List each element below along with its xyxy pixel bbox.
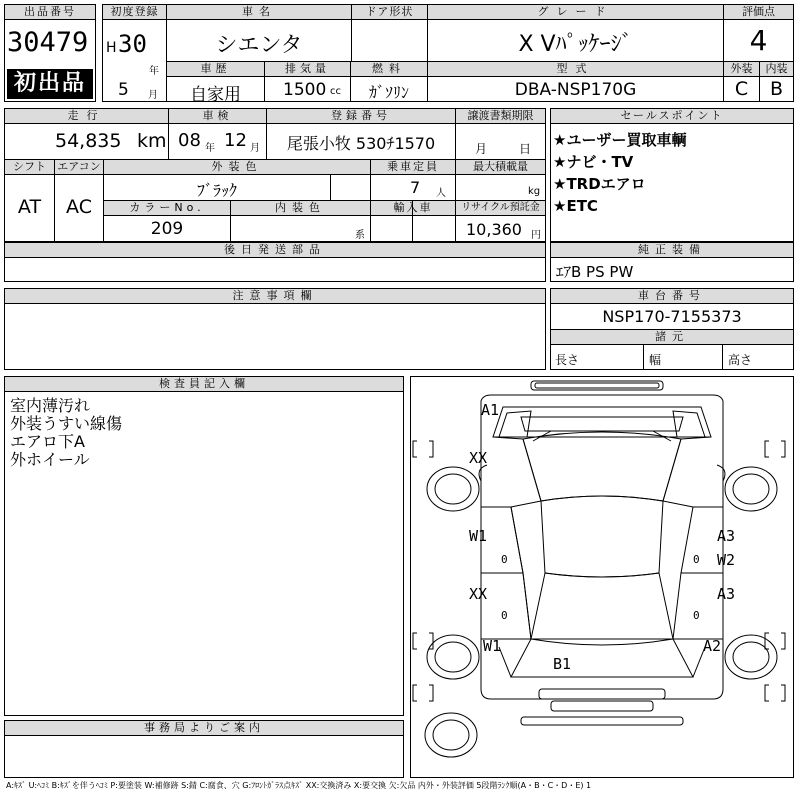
- inspector-note-4: 外ホイール: [10, 450, 90, 469]
- chassis-value: NSP170-7155373: [602, 307, 742, 326]
- recycle-label: リサイクル預託金: [461, 202, 540, 213]
- capacity-value: 7: [410, 178, 421, 197]
- fuel-label: 燃料: [372, 62, 406, 75]
- sales-point-4: ★ETC: [553, 197, 598, 215]
- inspector-box: [4, 376, 404, 716]
- grade-value: X Vﾊﾟｯｹｰｼﾞ: [518, 32, 633, 57]
- damage-right-rear-door: A3: [717, 585, 736, 603]
- zero-right-front: 0: [693, 553, 700, 566]
- aircon-label: エアコン: [57, 160, 101, 173]
- detail-table: [4, 108, 546, 242]
- displacement-value: 1500: [283, 80, 327, 100]
- mileage-value: 54,835: [55, 130, 122, 152]
- legend-text: A:ｷｽﾞ U:ﾍｺﾐ B:ｷｽﾞを伴うﾍｺﾐ P:要塗装 W:補修跡 S:錆 C:腐食、穴 G:ﾌﾛﾝﾄｶﾞﾗｽ点ｷｽﾞ XX:交換済み X:要交換 欠:欠品 内外・外装評価 5段階ﾗﾝｸ順(A・B・C・D・E) 1: [6, 781, 592, 790]
- displacement-label: 排気量: [285, 62, 330, 75]
- exterior-color-value: ﾌﾞﾗｯｸ: [196, 181, 237, 200]
- mileage-label: 走行: [67, 109, 106, 122]
- inspection-year-unit: 年: [205, 143, 215, 154]
- plate-label: 登録番号: [331, 109, 391, 122]
- lot-box: [4, 4, 96, 102]
- inspector-label: 検査員記入欄: [5, 377, 403, 392]
- dimensions-length: 長さ: [555, 353, 580, 367]
- max-load-label: 最大積載量: [473, 160, 528, 173]
- car-name-value: シエンタ: [215, 33, 303, 58]
- recycle-value: 10,360: [466, 220, 522, 239]
- color-no-label: カラーNo.: [129, 201, 205, 214]
- first-reg-month: 5: [118, 80, 129, 100]
- chassis-box: [550, 288, 794, 370]
- fuel-value: ｶﾞｿﾘﾝ: [368, 83, 409, 102]
- aircon-value: AC: [66, 196, 92, 218]
- capacity-unit: 人: [436, 188, 446, 199]
- zero-left-rear: 0: [501, 609, 508, 622]
- chassis-label: 車台番号: [551, 289, 793, 304]
- office-box: [4, 720, 404, 778]
- transfer-day-unit: 日: [519, 142, 532, 156]
- dimensions-height: 高さ: [728, 353, 753, 367]
- exterior-color-label: 外装色: [211, 160, 263, 173]
- car-outline: [411, 377, 793, 777]
- dimensions-width: 幅: [649, 353, 662, 367]
- zero-left-front: 0: [501, 553, 508, 566]
- damage-front-left-wheel: XX: [469, 449, 488, 467]
- exterior-score: C: [734, 78, 749, 100]
- interior-color-unit: 系: [355, 230, 365, 241]
- later-parts-label: 後日発送部品: [5, 243, 545, 258]
- damage-right-front-door-bottom: W2: [717, 551, 736, 569]
- capacity-label: 乗車定員: [387, 160, 439, 173]
- model-label: 型式: [556, 62, 595, 75]
- damage-right-rear-wheel: A2: [703, 637, 722, 655]
- inspection-month: 12: [224, 130, 247, 151]
- inspector-note-3: エアロ下A: [10, 432, 85, 451]
- lot-number: 30479: [7, 27, 89, 58]
- equipment-box: [550, 242, 794, 282]
- damage-left-rear-wheel: W1: [483, 637, 502, 655]
- first-reg-year-unit: 年: [149, 66, 159, 77]
- interior-score: B: [769, 78, 784, 100]
- first-reg-era: H: [106, 40, 117, 56]
- caution-label: 注意事項欄: [5, 289, 545, 304]
- sales-points-box: [550, 108, 794, 242]
- damage-front: A1: [481, 401, 500, 419]
- damage-rear: B1: [553, 655, 572, 673]
- zero-right-rear: 0: [693, 609, 700, 622]
- mileage-unit: km: [137, 130, 167, 152]
- sales-point-1: ★ユーザー買取車輌: [553, 131, 687, 149]
- later-parts-box: [4, 242, 546, 282]
- score-value: 4: [749, 24, 768, 57]
- max-load-unit: kg: [528, 186, 541, 197]
- dimensions-label: 諸元: [551, 330, 793, 345]
- sales-points-label: セールスポイント: [551, 109, 793, 124]
- import-label: 輸入車: [393, 201, 433, 214]
- car-name-label: 車名: [242, 5, 276, 18]
- plate-value: 尾張小牧 530ﾁ1570: [286, 134, 436, 153]
- model-value: DBA-NSP170G: [514, 80, 637, 100]
- sales-point-2: ★ナビ・TV: [553, 153, 634, 171]
- inspection-label: 車検: [202, 109, 233, 122]
- first-reg-month-unit: 月: [148, 90, 158, 101]
- equipment-value: ｴｱB PS PW: [556, 263, 634, 281]
- inspection-month-unit: 月: [250, 143, 260, 154]
- door-label: ドア形状: [365, 5, 414, 18]
- displacement-unit: cc: [330, 86, 341, 97]
- damage-left-front-door: W1: [469, 527, 488, 545]
- history-label: 車歴: [200, 62, 231, 75]
- office-label: 事務局よりご案内: [5, 721, 403, 736]
- shift-label: シフト: [13, 160, 46, 173]
- inspector-note-1: 室内薄汚れ: [10, 396, 91, 415]
- transfer-month-unit: 月: [475, 142, 488, 156]
- sales-point-3: ★TRDエアロ: [553, 175, 646, 193]
- first-reg-label: 初度登録: [110, 5, 159, 18]
- recycle-unit: 円: [531, 230, 541, 241]
- damage-left-rear-door: XX: [469, 585, 488, 603]
- lot-label: 出品番号: [5, 5, 95, 20]
- first-listing-badge: 初出品: [7, 69, 93, 99]
- shift-value: AT: [17, 196, 42, 218]
- inspection-year: 08: [178, 130, 201, 151]
- color-no-value: 209: [150, 219, 184, 239]
- exterior-score-label: 外装: [730, 62, 753, 75]
- history-value: 自家用: [190, 85, 241, 105]
- interior-color-label: 内装色: [275, 201, 326, 214]
- caution-box: [4, 288, 546, 370]
- grade-label: グレード: [537, 5, 614, 18]
- inspector-note-2: 外装うすい線傷: [10, 414, 123, 433]
- first-reg-year: 30: [118, 30, 147, 58]
- score-label: 評価点: [742, 5, 775, 18]
- transfer-label: 譲渡書類期限: [467, 109, 534, 122]
- damage-right-front-door-top: A3: [717, 527, 736, 545]
- equipment-label: 純正装備: [551, 243, 793, 258]
- interior-score-label: 内装: [765, 62, 788, 75]
- damage-diagram: [410, 376, 794, 778]
